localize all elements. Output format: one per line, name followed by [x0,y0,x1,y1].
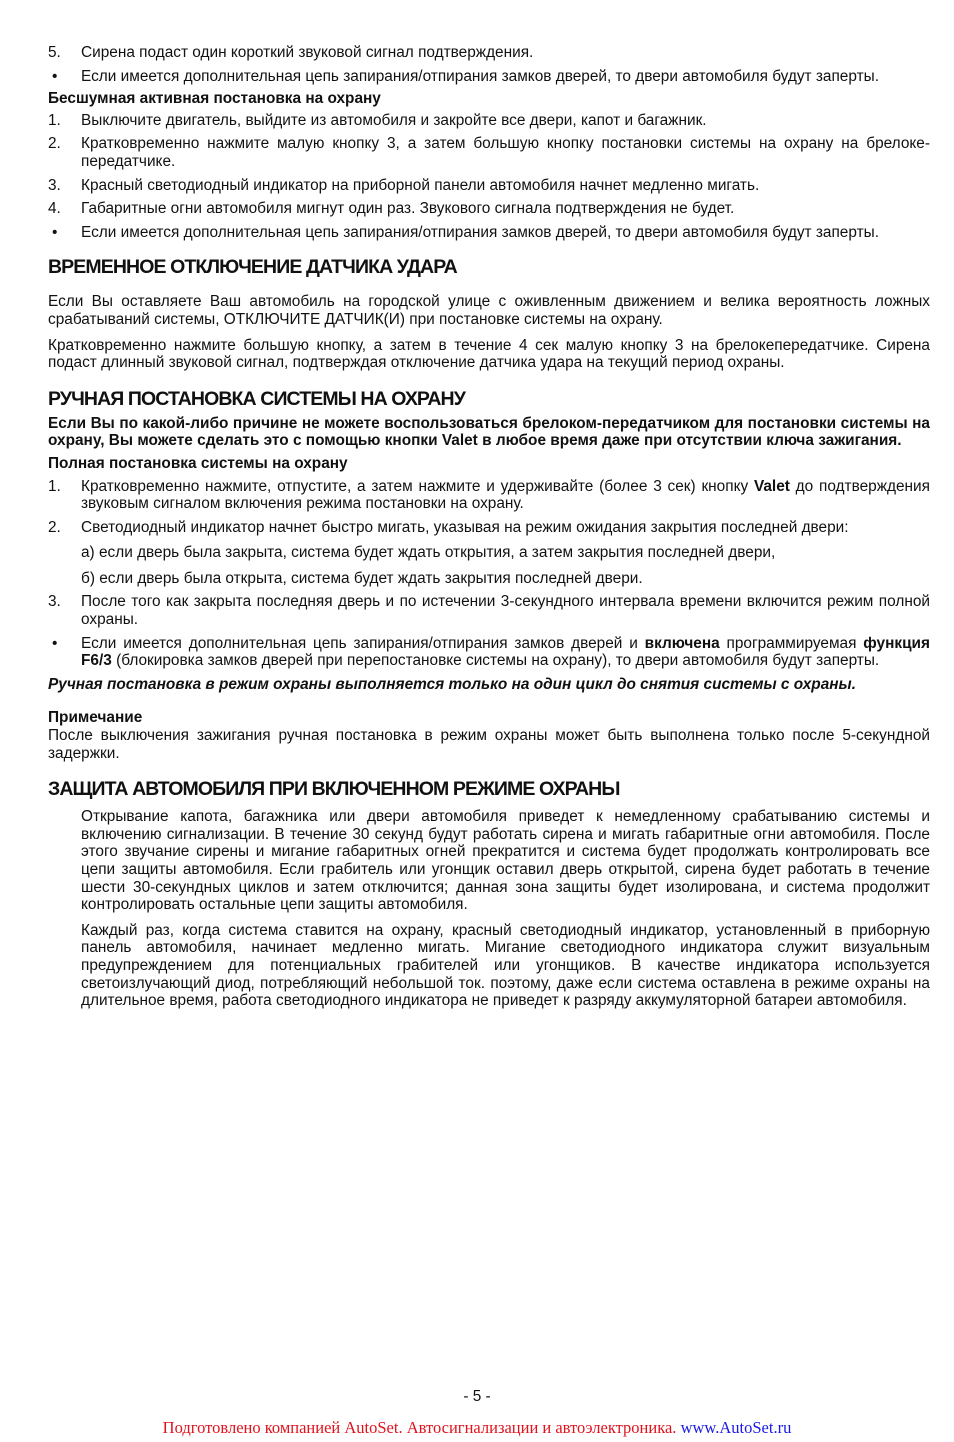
item-text: После того как закрыта последняя дверь и по истечении 3-секундного интервала времени включится режим полной охраны. [81,593,930,629]
item-number: 2. [48,135,61,153]
list-item [48,135,930,170]
italic-note: Ручная постановка в режим охраны выполняется только на один цикл до снятия системы с охраны. [48,675,856,693]
section-heading-shock: ВРЕМЕННОЕ ОТКЛЮЧЕНИЕ ДАТЧИКА УДАРА [48,256,457,279]
item-number: 3. [48,176,61,194]
sub-item-text: б) если дверь была открыта, система будет ждать закрытия последней двери. [81,569,643,587]
list-item [48,519,930,537]
item-number: 1. [48,477,61,495]
list-item [48,593,930,628]
paragraph: Открывание капота, багажника или двери автомобиля приведет к немедленному срабатыванию системы и включению сигнализации. В течение 30 секунд будут работать сирена и мигать габаритные огни автомобиля. После этого звучание сирены и мигание габаритных огней прекратится и система будет продолжать контролировать все цепи защиты автомобиля. Если грабитель или угонщик оставил дверь открытой, сирена будет работать в течение шести 30-секундных циклов и затем отключится; данная зона защиты будет изолирована, и система продолжит контролировать остальные цепи защиты автомобиля. [81,808,930,914]
item-text: Если имеется дополнительная цепь запирания/отпирания замков дверей и [81,634,645,652]
item-text: до подтверждения звуковым сигналом включения режима постановки на охрану. [81,477,930,513]
footer [0,1418,954,1438]
section-subheading: Бесшумная активная постановка на охрану [48,90,381,108]
item-number: 2. [48,518,61,536]
note-heading: Примечание [48,709,143,727]
note-text: После выключения зажигания ручная постановка в режим охраны может быть выполнена только после 5-секундной задержки. [48,727,930,762]
item-text: Светодиодный индикатор начнет быстро мигать, указывая на режим ожидания закрытия последней двери: [81,518,849,536]
item-text: Кратковременно нажмите малую кнопку 3, а затем большую кнопку постановки системы на охрану на брелоке-передатчике. [81,135,930,170]
paragraph: Каждый раз, когда система ставится на охрану, красный светодиодный индикатор, установленный в приборную панель автомобиля, начинает медленно мигать. Мигание светодиодного индикатора служит визуальным предупреждением для потенциальных грабителей или угонщиков. В качестве индикатора используется светоизлучающий диод, потребляющий небольшой ток. поэтому, даже если система оставлена в режиме охраны на длительное время, работа светодиодного индикатора не приведет к разряду аккумуляторной батареи автомобиля. [81,921,930,1010]
item-text: Красный светодиодный индикатор на приборной панели автомобиля начнет медленно мигать. [81,176,760,194]
item-text: Выключите двигатель, выйдите из автомобиля и закройте все двери, капот и багажник. [81,111,707,129]
item-text: Если имеется дополнительная цепь запирания/отпирания замков дверей, то двери автомобиля будут заперты. [81,223,879,241]
item-text: Если имеется дополнительная цепь запирания/отпирания замков дверей, то двери автомобиля будут заперты. [81,67,879,85]
page-number: - 5 - [463,1388,491,1405]
sub-item [48,544,930,562]
item-number: 5. [48,44,61,61]
section-heading-manual: РУЧНАЯ ПОСТАНОВКА СИСТЕМЫ НА ОХРАНУ [48,387,465,410]
bullet-icon: • [52,223,58,241]
item-text: программируемая [719,634,864,652]
item-number: 4. [48,200,61,218]
sub-item [48,570,930,588]
item-number: 1. [48,111,61,129]
list-item [48,112,930,130]
sub-item-text: а) если дверь была закрыта, система будет ждать открытия, а затем закрытия последней двери, [81,544,776,562]
item-text: Кратковременно нажмите, отпустите, а затем нажмите и удерживайте (более 3 сек) кнопку [81,477,754,495]
list-item [48,44,930,62]
paragraph: Кратковременно нажмите большую кнопку, а затем в течение 4 сек малую кнопку 3 на брелокепередатчике. Сирена подаст длинный звуковой сигнал, подтверждая отключение датчика удара на текущий период охраны. [48,336,930,372]
bullet-icon: • [52,634,58,652]
list-item [48,478,930,513]
list-item [48,177,930,195]
bullet-icon: • [52,67,58,85]
footer-link[interactable]: www.AutoSet.ru [680,1418,792,1437]
paragraph: Если Вы оставляете Ваш автомобиль на городской улице с оживленным движением и велика вероятность ложных срабатываний системы, ОТКЛЮЧИТЕ ДАТЧИК(И) при постановке системы на охрану. [48,293,930,328]
item-bold: функция F6/3 [81,634,930,670]
item-text: (блокировка замков дверей при перепостановке системы на охрану), то двери автомобиля будут заперты. [111,652,880,670]
footer-text: Подготовлено компанией AutoSet. Автосигнализации и автоэлектроника. [162,1418,681,1437]
item-bold: включена [644,634,720,652]
intro-paragraph: Если Вы по какой-либо причине не можете воспользоваться брелоком-передатчиком для постановки системы на охрану, Вы можете сделать это с помощью кнопки Valet в любое время даже при отсутствии ключа зажигания. [48,414,930,450]
page-content [48,44,930,1010]
list-item [48,200,930,218]
bullet-item [48,224,930,242]
bullet-item [48,635,930,670]
section-subheading: Полная постановка системы на охрану [48,454,348,472]
item-text: Сирена подаст один короткий звуковой сигнал подтверждения. [81,44,534,61]
bullet-item [48,68,930,86]
item-text: Габаритные огни автомобиля мигнут один раз. Звукового сигнала подтверждения не будет. [81,200,735,218]
item-number: 3. [48,593,61,611]
section-heading-protection: ЗАЩИТА АВТОМОБИЛЯ ПРИ ВКЛЮЧЕННОМ РЕЖИМЕ ОХРАНЫ [48,778,620,801]
valet-label: Valet [753,477,790,495]
